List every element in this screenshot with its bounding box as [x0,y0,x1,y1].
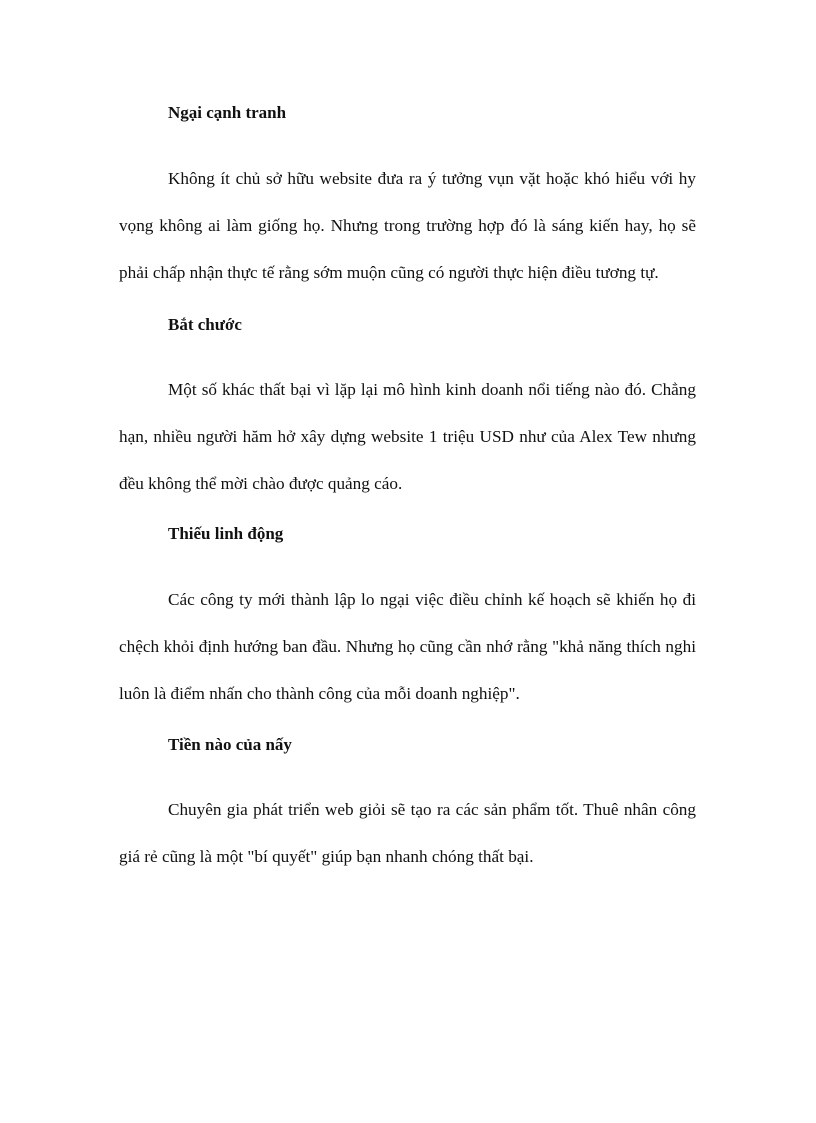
section-paragraph: Chuyên gia phát triển web giỏi sẽ tạo ra các sản phẩm tốt. Thuê nhân công giá rẻ cũng là một "bí quyết" giúp bạn nhanh chóng thất bại. [119,800,696,866]
section-heading: Ngại cạnh tranh [168,103,287,122]
section-heading: Thiếu linh động [168,524,284,543]
section-heading: Tiền nào của nấy [168,735,292,754]
section-heading: Bắt chước [168,315,242,334]
section-paragraph: Một số khác thất bại vì lặp lại mô hình kinh doanh nổi tiếng nào đó. Chẳng hạn, nhiều người hăm hở xây dựng website 1 triệu USD như của Alex Tew nhưng đều không thể mời chào được quảng cáo. [119,380,696,493]
section-paragraph: Không ít chủ sở hữu website đưa ra ý tưởng vụn vặt hoặc khó hiểu với hy vọng không ai làm giống họ. Nhưng trong trường hợp đó là sáng kiến hay, họ sẽ phải chấp nhận thực tế rằng sớm muộn cũng có người thực hiện điều tương tự. [119,169,696,282]
section-paragraph: Các công ty mới thành lập lo ngại việc điều chỉnh kế hoạch sẽ khiến họ đi chệch khỏi định hướng ban đầu. Nhưng họ cũng cần nhớ rằng "khả năng thích nghi luôn là điểm nhấn cho thành công của mỗi doanh nghiệp". [119,590,696,703]
